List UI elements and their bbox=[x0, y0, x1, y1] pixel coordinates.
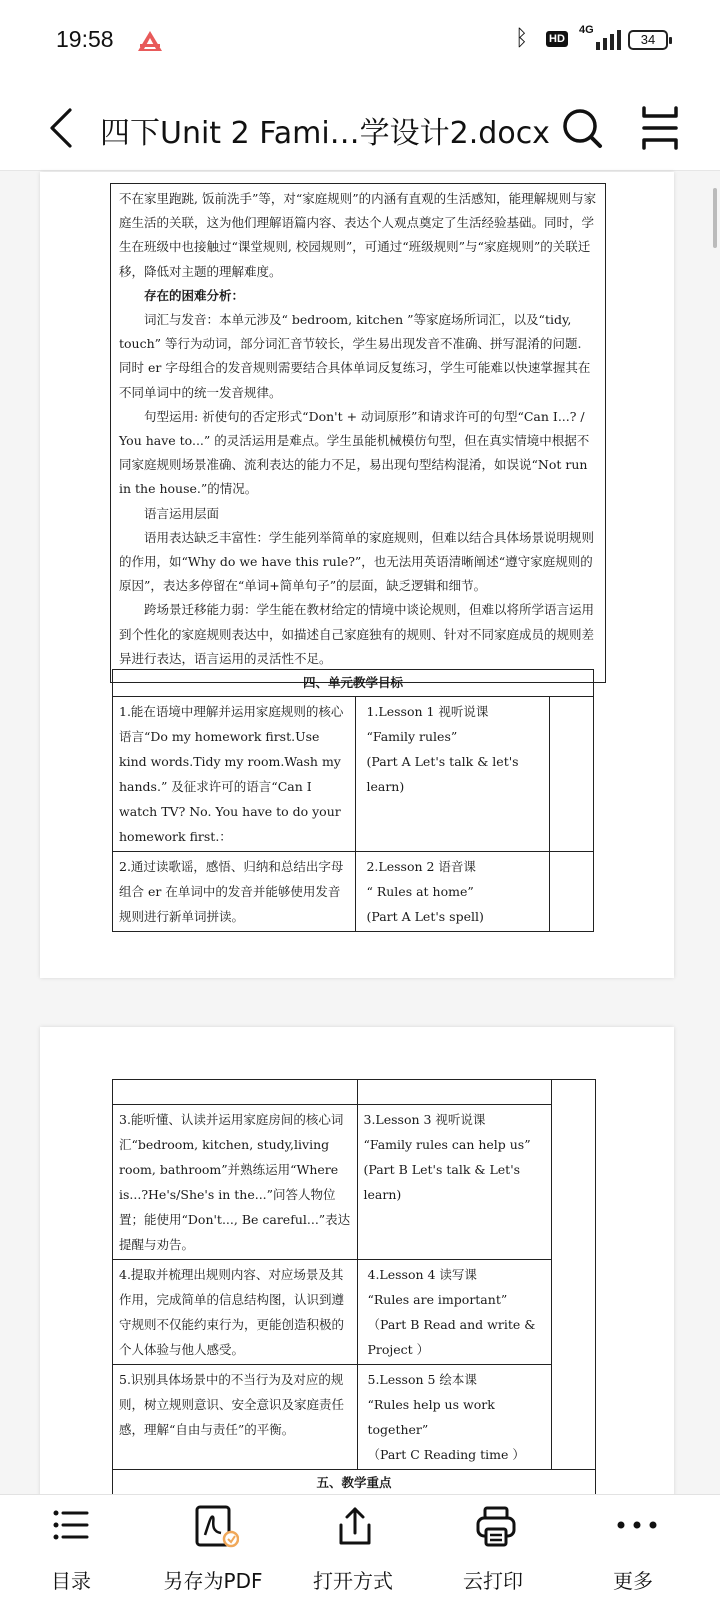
printer-icon bbox=[475, 1505, 517, 1549]
save-pdf-label: 另存为PDF bbox=[163, 1569, 263, 1593]
scrollbar-thumb[interactable] bbox=[713, 188, 717, 248]
more-label: 更多 bbox=[613, 1569, 653, 1593]
empty-cell bbox=[550, 852, 594, 932]
lesson-cell bbox=[357, 1080, 551, 1105]
section-title: 四、单元教学目标 bbox=[113, 670, 594, 697]
section-title: 五、教学重点 bbox=[113, 1470, 596, 1497]
open-with-button[interactable] bbox=[288, 1495, 418, 1605]
lesson-cell: 2.Lesson 2 语音课 “ Rules at home” (Part A Let's spell) bbox=[356, 852, 550, 932]
goal-cell: 2.通过读歌谣，感悟、归纳和总结出字母组合 er 在单词中的发音并能够使用发音规则进行新单词拼读。 bbox=[113, 852, 356, 932]
status-bar bbox=[0, 0, 720, 84]
network-type: 4G bbox=[579, 24, 594, 36]
status-time: 19:58 bbox=[56, 26, 114, 52]
search-icon[interactable] bbox=[560, 106, 604, 150]
paragraph: 语用表达缺乏丰富性：学生能列举简单的家庭规则，但难以结合具体场景说明规则的作用，如“Why do we have this rule?”，也无法用英语清晰阐述“遵守家庭规则的原因”，表达多停留在“单词+简单句子”的层面，缺乏逻辑和细节。 bbox=[119, 529, 595, 594]
hd-icon: HD bbox=[546, 31, 568, 47]
goals-table-2 bbox=[112, 1079, 596, 1527]
document-title: 四下Unit 2 Fami…学设计2.docx bbox=[100, 116, 550, 151]
save-pdf-button[interactable] bbox=[148, 1495, 278, 1605]
paragraph: 不在家里跑跳, 饭前洗手”等，对“家庭规则”的内涵有直观的生活感知，能理解规则与家庭生活的关联，这为他们理解语篇内容、表达个人观点奠定了生活经验基础。同时，学生在班级中也接触过“课堂规则, 校园规则”，可通过“班级规则”与“家庭规则”的关联迁移，降低对主题的理解难度。 bbox=[119, 191, 597, 279]
list-icon bbox=[53, 1505, 89, 1545]
empty-cell bbox=[550, 697, 594, 852]
bottom-toolbar bbox=[0, 1494, 720, 1605]
goal-cell: 4.提取并梳理出规则内容、对应场景及其作用，完成简单的信息结构图，认识到遵守规则不仅能约束行为，更能创造积极的个人体验与他人感受。 bbox=[113, 1260, 358, 1365]
goals-table-1 bbox=[112, 669, 594, 932]
goal-cell: 3.能听懂、认读并运用家庭房间的核心词汇“bedroom, kitchen, study,living room, bathroom”并熟练运用“Where is...?He's/She's in the...”问答人物位置；能使用“Don't..., Be careful...”表达提醒与劝告。 bbox=[113, 1105, 358, 1260]
lesson-cell: 5.Lesson 5 绘本课 “Rules help us work together” （Part C Reading time ） bbox=[357, 1365, 551, 1470]
toc-label: 目录 bbox=[51, 1569, 91, 1593]
cloud-print-label: 云打印 bbox=[463, 1569, 523, 1593]
app-notification-icon bbox=[137, 30, 163, 52]
lesson-cell: 1.Lesson 1 视听说课 “Family rules” (Part A Let's talk & let's learn) bbox=[356, 697, 550, 852]
open-with-label: 打开方式 bbox=[313, 1569, 393, 1593]
more-dots-icon bbox=[615, 1505, 659, 1545]
goal-cell: 5.识别具体场景中的不当行为及对应的规则，树立规则意识、安全意识及家庭责任感，理解“自由与责任”的平衡。 bbox=[113, 1365, 358, 1470]
back-arrow-icon[interactable] bbox=[42, 106, 82, 150]
empty-cell bbox=[551, 1080, 595, 1470]
more-button[interactable] bbox=[568, 1495, 698, 1605]
battery-icon: 34 bbox=[628, 30, 668, 50]
fullscreen-icon[interactable] bbox=[640, 104, 680, 152]
pdf-icon bbox=[195, 1505, 239, 1549]
paragraph: 词汇与发音：本单元涉及“ bedroom, kitchen ”等家庭场所词汇，以及“tidy, touch” 等行为动词，部分词汇音节较长，学生易出现发音不准确、拼写混淆的问题. 同时 er 字母组合的发音规则需要结合具体单词反复练习，学生可能难以快速掌握其在不同单词中的统一发音规律。 bbox=[119, 312, 591, 400]
goal-cell: 1.能在语境中理解并运用家庭规则的核心语言“Do my homework first.Use kind words.Tidy my room.Wash my hands.” 及征求许可的语言“Can I watch TV? No. You have to do your homework first.： bbox=[113, 697, 356, 852]
lesson-cell: 4.Lesson 4 读写课 “Rules are important” （Part B Read and write & Project ） bbox=[357, 1260, 551, 1365]
paragraph: 语言运用层面 bbox=[144, 505, 220, 521]
toc-button[interactable] bbox=[6, 1495, 136, 1605]
analysis-text-box bbox=[110, 183, 606, 683]
signal-icon bbox=[594, 30, 624, 50]
paragraph-heading: 存在的困难分析： bbox=[144, 287, 245, 303]
cloud-print-button[interactable] bbox=[428, 1495, 558, 1605]
title-bar bbox=[0, 84, 720, 171]
paragraph: 跨场景迁移能力弱：学生能在教材给定的情境中谈论规则，但难以将所学语言运用到个性化的家庭规则表达中，如描述自己家庭独有的规则、针对不同家庭成员的规则差异进行表达，语言运用的灵活性不足。 bbox=[119, 602, 595, 666]
bluetooth-icon: ᛒ bbox=[515, 26, 529, 51]
lesson-cell: 3.Lesson 3 视听说课 “Family rules can help us” (Part B Let's talk & Let's learn) bbox=[357, 1105, 551, 1260]
share-icon bbox=[335, 1505, 375, 1549]
goal-cell bbox=[113, 1080, 358, 1105]
paragraph: 句型运用: 祈使句的否定形式“Don't + 动词原形”和请求许可的句型“Can I...? / You have to...” 的灵活运用是难点。学生虽能机械模仿句型，但在真实情境中根据不同家庭规则场景准确、流利表达的能力不足，易出现句型结构混淆，如误说“Not run in the house.”的情况。 bbox=[119, 408, 590, 497]
